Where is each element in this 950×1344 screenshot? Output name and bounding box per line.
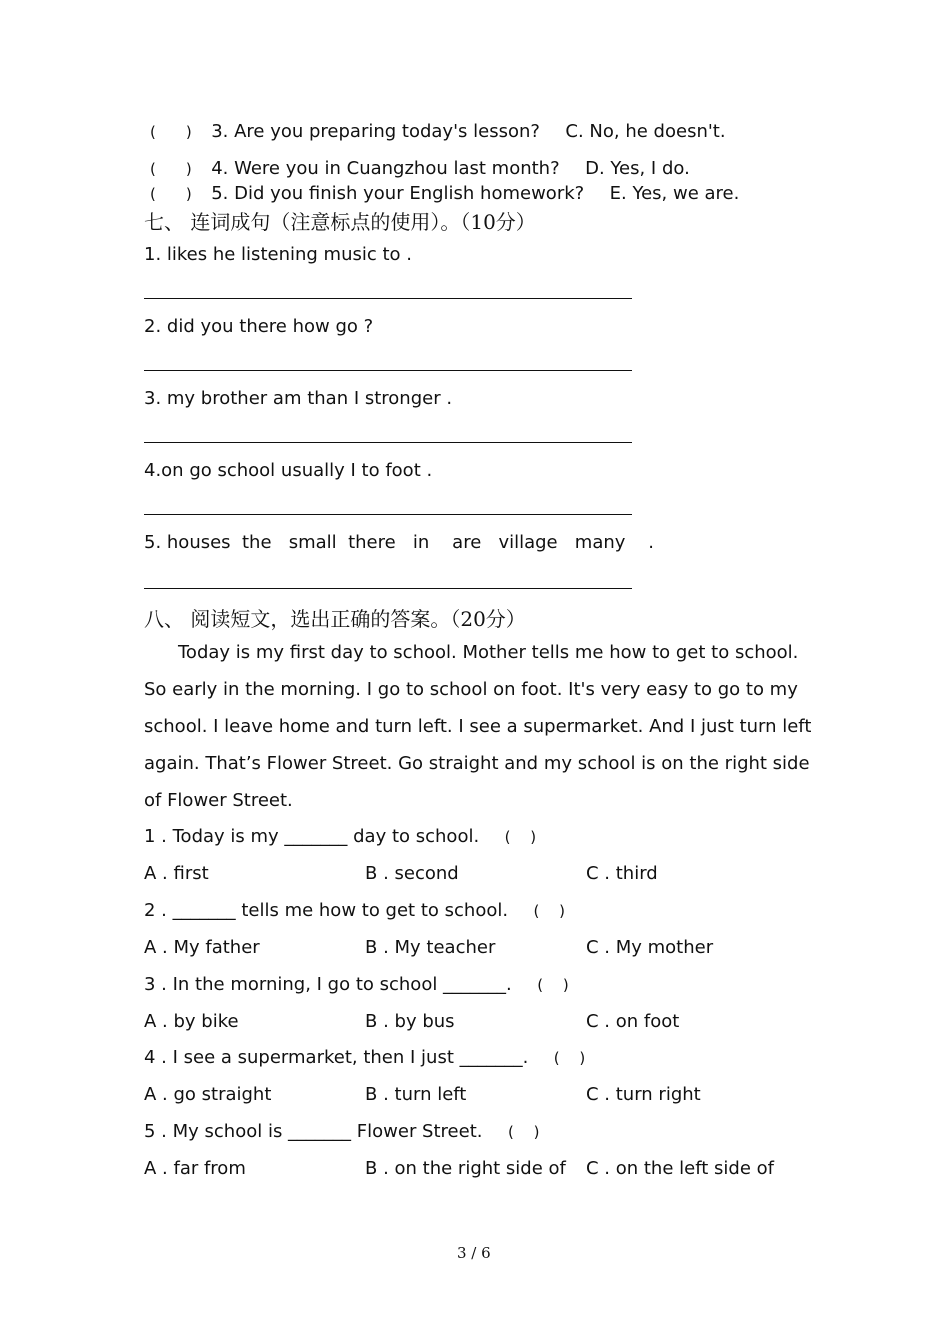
page-number: 3 / 6: [457, 1244, 491, 1262]
matching-question: 5. Did you finish your English homework?: [211, 183, 585, 204]
matching-item-4: [150, 158, 690, 179]
option-b[interactable]: B . second: [365, 863, 459, 884]
matching-item-3: [150, 121, 726, 142]
option-b[interactable]: B . turn left: [365, 1084, 467, 1105]
matching-question: 4. Were you in Cuangzhou last month?: [211, 158, 560, 179]
answer-line-1[interactable]: [144, 298, 632, 299]
answer-parenthesis[interactable]: ( ): [150, 160, 192, 178]
reading-question-5: [144, 1121, 539, 1142]
matching-item-5: [150, 183, 739, 204]
answer-line-4[interactable]: [144, 514, 632, 515]
option-a[interactable]: A . go straight: [144, 1084, 272, 1105]
answer-parenthesis[interactable]: ( ): [504, 828, 537, 846]
option-b[interactable]: B . by bus: [365, 1011, 455, 1032]
section-7-title: 七、 连词成句（注意标点的使用）。（10分）: [144, 210, 536, 234]
option-b[interactable]: B . My teacher: [365, 937, 496, 958]
option-c[interactable]: C . on foot: [586, 1011, 680, 1032]
reading-question-4: [144, 1047, 585, 1068]
question-text: 5 . My school is _______ Flower Street.: [144, 1121, 483, 1142]
option-a[interactable]: A . far from: [144, 1158, 246, 1179]
option-a[interactable]: A . first: [144, 863, 209, 884]
option-c[interactable]: C . on the left side of: [586, 1158, 774, 1179]
question-text: 1 . Today is my _______ day to school.: [144, 826, 480, 847]
answer-line-5[interactable]: [144, 588, 632, 589]
answer-parenthesis[interactable]: ( ): [150, 185, 192, 203]
option-a[interactable]: A . My father: [144, 937, 260, 958]
sentence-item-3: 3. my brother am than I stronger .: [144, 388, 453, 409]
option-c[interactable]: C . third: [586, 863, 658, 884]
answer-line-2[interactable]: [144, 370, 632, 371]
sentence-item-1: 1. likes he listening music to .: [144, 244, 412, 265]
reading-passage: Today is my first day to school. Mother tells me how to get to school. So early in the morning. I go to school on foot. It's very easy to go to my school. I leave home and turn left. I see a supermarket. And I just turn left again. That’s Flower Street. Go straight and my school is on the right side of Flower Street.: [144, 642, 812, 811]
reading-question-3: [144, 974, 569, 995]
option-c[interactable]: C . turn right: [586, 1084, 701, 1105]
reading-question-2: [144, 900, 565, 921]
answer-parenthesis[interactable]: ( ): [150, 123, 192, 141]
question-text: 3 . In the morning, I go to school _______.: [144, 974, 512, 995]
section-8-title: 八、 阅读短文，选出正确的答案。（20分）: [144, 607, 526, 631]
reading-question-1: [144, 826, 536, 847]
sentence-item-5: 5. houses the small there in are village many .: [144, 532, 655, 553]
answer-parenthesis[interactable]: ( ): [507, 1123, 540, 1141]
answer-parenthesis[interactable]: ( ): [533, 902, 566, 920]
answer-parenthesis[interactable]: ( ): [537, 976, 569, 994]
matching-answer: E. Yes, we are.: [609, 183, 740, 204]
answer-line-3[interactable]: [144, 442, 632, 443]
matching-question: 3. Are you preparing today's lesson?: [211, 121, 540, 142]
answer-parenthesis[interactable]: ( ): [553, 1049, 586, 1067]
matching-answer: C. No, he doesn't.: [565, 121, 726, 142]
matching-answer: D. Yes, I do.: [585, 158, 690, 179]
option-a[interactable]: A . by bike: [144, 1011, 239, 1032]
option-c[interactable]: C . My mother: [586, 937, 714, 958]
sentence-item-4: 4.on go school usually I to foot .: [144, 460, 433, 481]
question-text: 2 . _______ tells me how to get to school.: [144, 900, 509, 921]
question-text: 4 . I see a supermarket, then I just _______.: [144, 1047, 529, 1068]
sentence-item-2: 2. did you there how go ?: [144, 316, 374, 337]
option-b[interactable]: B . on the right side of: [365, 1158, 566, 1179]
